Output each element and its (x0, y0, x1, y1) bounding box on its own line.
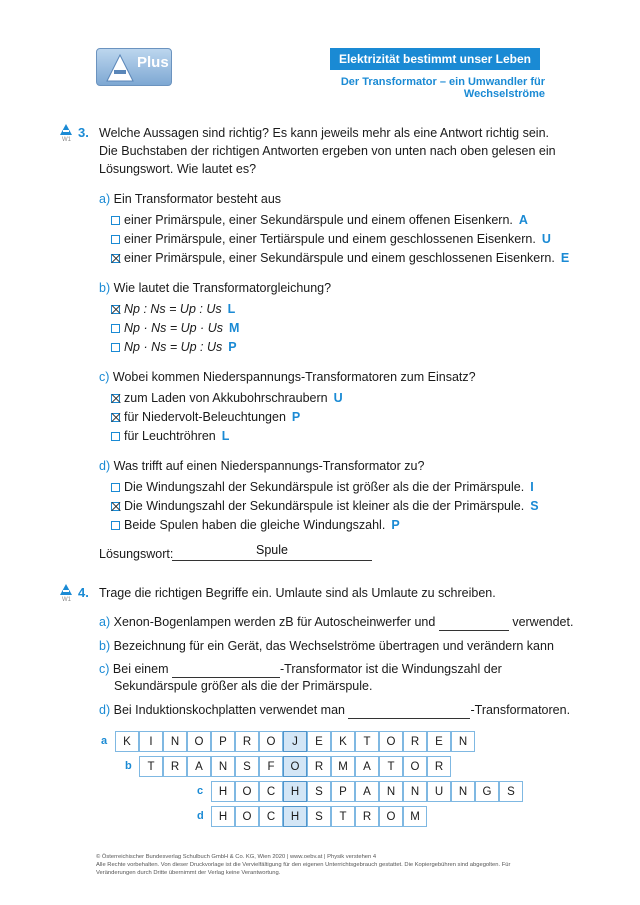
q3a-option-2[interactable]: einer Primärspule, einer Tertiärspule und einem geschlossenen Eisenkern. U (111, 231, 551, 247)
level-label: W1 (62, 137, 71, 143)
crossword-cell[interactable]: T (331, 806, 355, 827)
crossword-cell[interactable]: N (163, 731, 187, 752)
q3c-option-1[interactable]: zum Laden von Akkubohrschraubern U (111, 390, 343, 406)
crossword-row-label: d (197, 810, 204, 822)
crossword-cell[interactable]: A (355, 756, 379, 777)
crossword-cell[interactable]: N (379, 781, 403, 802)
crossword-cell[interactable]: M (331, 756, 355, 777)
crossword-cell[interactable]: H (211, 781, 235, 802)
level-label: W1 (62, 597, 71, 603)
crossword-cell[interactable]: N (403, 781, 427, 802)
page-subtitle: Der Transformator – ein Umwandler für Wechselströme (340, 76, 545, 100)
crossword-cell[interactable]: O (259, 731, 283, 752)
triangle-logo-icon (105, 53, 135, 83)
q3b-question: b) Wie lautet die Transformatorgleichung? (99, 281, 332, 295)
q3d-option-2[interactable]: Die Windungszahl der Sekundärspule ist kleiner als die der Primärspule. S (111, 498, 539, 514)
crossword-cell[interactable]: C (259, 781, 283, 802)
crossword-cell[interactable]: O (235, 781, 259, 802)
crossword-cell[interactable]: G (475, 781, 499, 802)
checkbox-checked[interactable] (111, 413, 120, 422)
crossword-solution-cell[interactable]: O (283, 756, 307, 777)
checkbox-checked[interactable] (111, 254, 120, 263)
crossword-cell[interactable]: E (427, 731, 451, 752)
crossword-cell[interactable]: R (235, 731, 259, 752)
crossword-row-label: c (197, 785, 204, 797)
q3c-option-2[interactable]: für Niedervolt-Beleuchtungen P (111, 409, 300, 425)
q3d-question: d) Was trifft auf einen Niederspannungs-Transformator zu? (99, 459, 425, 473)
plus-logo (96, 48, 172, 86)
crossword-cell[interactable]: R (427, 756, 451, 777)
checkbox[interactable] (111, 521, 120, 530)
crossword-cell[interactable]: N (211, 756, 235, 777)
crossword-cell[interactable]: O (403, 756, 427, 777)
q4d-blank[interactable] (348, 702, 470, 719)
crossword-cell[interactable]: S (235, 756, 259, 777)
crossword-cell[interactable]: U (427, 781, 451, 802)
crossword-cell[interactable]: R (307, 756, 331, 777)
q4d-text: d) Bei Induktionskochplatten verwendet man -Transformatoren. (99, 703, 571, 717)
crossword-cell[interactable]: R (163, 756, 187, 777)
crossword-solution-cell[interactable]: J (283, 731, 307, 752)
q4c-blank[interactable] (172, 661, 280, 678)
q3b-option-2[interactable]: Np · Ns = Up · Us M (111, 320, 239, 336)
q3b-option-3[interactable]: Np · Ns = Up : Us P (111, 339, 237, 355)
q3b-option-1[interactable]: Np : Ns = Up : Us L (111, 301, 235, 317)
chapter-banner: Elektrizität bestimmt unser Leben (330, 48, 540, 70)
q3a-option-3[interactable]: einer Primärspule, einer Sekundärspule und einem geschlossenen Eisenkern. E (111, 250, 569, 266)
crossword-cell[interactable]: K (115, 731, 139, 752)
checkbox[interactable] (111, 324, 120, 333)
q4a-text: a) Xenon-Bogenlampen werden zB für Autoscheinwerfer und verwendet. (99, 615, 574, 629)
checkbox-checked[interactable] (111, 394, 120, 403)
crossword-row-label: a (101, 735, 108, 747)
q4b-text: b) Bezeichnung für ein Gerät, das Wechselströme übertragen und verändern kann (99, 639, 554, 653)
solution-label: Lösungswort: (99, 547, 174, 561)
solution-input[interactable]: Spule (256, 543, 288, 557)
crossword-cell[interactable]: O (379, 806, 403, 827)
question-3-number: 3. (78, 125, 89, 140)
crossword-cell[interactable]: K (331, 731, 355, 752)
solution-line (172, 560, 372, 561)
footer: © Österreichischer Bundesverlag Schulbuch GmbH & Co. KG, Wien 2020 | www.oebv.at | Physik verstehen 4 Alle Rechte vorbehalten. Von dieser Druckvorlage ist die Vervielfältigung für den eigenen Unterrichtsgebrauch gestattet. Die Kopiergebühren sind abgegolten. Für Veränderungen durch Dritte übernimmt der Verlag keine Verantwortung. (96, 854, 511, 876)
crossword-cell[interactable]: I (139, 731, 163, 752)
crossword-cell[interactable]: M (403, 806, 427, 827)
crossword-cell[interactable]: S (307, 781, 331, 802)
q3c-question: c) Wobei kommen Niederspannungs-Transformatoren zum Einsatz? (99, 370, 476, 384)
q4a-blank[interactable] (439, 614, 509, 631)
level-triangle-icon (60, 124, 72, 135)
crossword-cell[interactable]: P (331, 781, 355, 802)
crossword-cell[interactable]: N (451, 731, 475, 752)
q3a-question: a) Ein Transformator besteht aus (99, 192, 282, 206)
crossword-cell[interactable]: F (259, 756, 283, 777)
q3d-option-1[interactable]: Die Windungszahl der Sekundärspule ist größer als die der Primärspule. I (111, 479, 534, 495)
checkbox[interactable] (111, 235, 120, 244)
q4-intro: Trage die richtigen Begriffe ein. Umlaute sind als Umlaute zu schreiben. (99, 586, 496, 600)
q3a-option-1[interactable]: einer Primärspule, einer Sekundärspule und einem offenen Eisenkern. A (111, 212, 528, 228)
checkbox[interactable] (111, 432, 120, 441)
question-4-number: 4. (78, 585, 89, 600)
crossword-cell[interactable]: S (307, 806, 331, 827)
crossword-row-label: b (125, 760, 132, 772)
crossword-cell[interactable]: P (211, 731, 235, 752)
crossword-cell[interactable]: A (355, 781, 379, 802)
crossword-cell[interactable]: N (451, 781, 475, 802)
q3d-option-3[interactable]: Beide Spulen haben die gleiche Windungszahl. P (111, 517, 400, 533)
crossword-cell[interactable]: T (355, 731, 379, 752)
crossword-cell[interactable]: O (235, 806, 259, 827)
q3c-option-3[interactable]: für Leuchtröhren L (111, 428, 229, 444)
crossword-solution-cell[interactable]: H (283, 806, 307, 827)
logo-text: Plus (137, 54, 169, 71)
checkbox[interactable] (111, 483, 120, 492)
crossword-solution-cell[interactable]: H (283, 781, 307, 802)
checkbox-checked[interactable] (111, 502, 120, 511)
q3-intro-3: Lösungswort. Wie lautet es? (99, 162, 257, 176)
crossword-cell[interactable]: O (187, 731, 211, 752)
checkbox[interactable] (111, 343, 120, 352)
q3-intro-2: Die Buchstaben der richtigen Antworten ergeben von unten nach oben gelesen ein (99, 144, 556, 158)
crossword-cell[interactable]: R (355, 806, 379, 827)
crossword-cell[interactable]: C (259, 806, 283, 827)
crossword-cell[interactable]: S (499, 781, 523, 802)
crossword-cell[interactable]: T (139, 756, 163, 777)
crossword-cell[interactable]: O (379, 731, 403, 752)
crossword-cell[interactable]: H (211, 806, 235, 827)
checkbox[interactable] (111, 216, 120, 225)
q4c-text-line2: Sekundärspule größer als die der Primärspule. (114, 679, 373, 693)
crossword-cell[interactable]: R (403, 731, 427, 752)
q4c-text: c) Bei einem -Transformator ist die Windungszahl der (99, 662, 502, 676)
checkbox-checked[interactable] (111, 305, 120, 314)
level-triangle-icon (60, 584, 72, 595)
crossword-cell[interactable]: A (187, 756, 211, 777)
crossword-cell[interactable]: E (307, 731, 331, 752)
crossword-cell[interactable]: T (379, 756, 403, 777)
q3-intro-1: Welche Aussagen sind richtig? Es kann jeweils mehr als eine Antwort richtig sein. (99, 126, 549, 140)
